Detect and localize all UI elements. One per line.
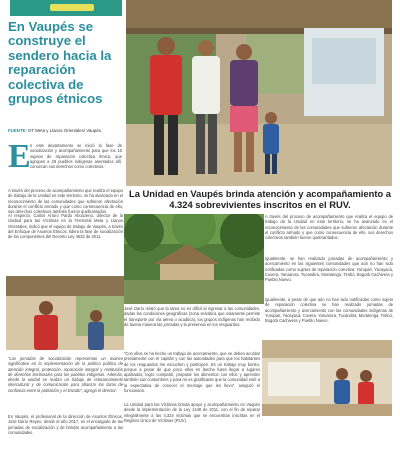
article-headline: En Vaupés se construye el sendero hacia la reparación colectiva de grupos étnicos [8, 19, 112, 107]
body-paragraph-1: A través del proceso de acompañamiento que realiza el equipo de trabajo de la Unidad en este territorio, se ha avanzado en el reconocimiento de las comunidades que sufrieron afectación durante el conflicto armado y que como consecuencia de ello, sus derechos colectivos también fueron quebrantados. [8, 188, 123, 215]
source-label: FUENTE: [8, 128, 28, 133]
group-photo [126, 0, 392, 186]
body-paragraph-2: Al respecto, Carlos Arturo Pardo Abouzeno, director de la Unidad para las Víctimas en la Territorial Meta y Llanos Orientales, indicó que el equipo de trabajo de Vaupés, a través del Enfoque de Asuntos Étnicos, lidera la fase de socialización de los componentes del Decreto Ley 4633 de 2011. [8, 213, 123, 240]
body-paragraph-5: Igualmente, a pesar de que aún no han sido notificadas como sujeto de reparación colectiva se han realizado jornadas de acompañamiento y acercamiento con las comunidades indígenas de Yurupari, Yacayacá, Cuvera, Yaruarura, Tucandira, Moratenga, Timbó, Bogotá Cachivera y Pueblo Nuevo. [265, 297, 393, 324]
body-paragraph-9: En Vaupés, el profesional de la dirección de Asuntos Étnicos, José Darío Reyes, desde el año 2017, es el encargado de las jornadas de socialización y de brindar acompañamiento a las comunidades. [8, 414, 123, 435]
body-paragraph-3: A través del proceso de acompañamiento que realiza el equipo de trabajo de la Unidad en este territorio, se ha avanzado en el reconocimiento de las comunidades que sufrieron afectación durante el conflicto armado y que como consecuencia de ello, sus derechos colectivos también fueron quebrantados. [265, 214, 393, 241]
body-paragraph-7: “Con ellos se ha hecho un trabajo de acercamiento, que se deben acordar previamente con el capitán y con las autoridades para que los habitantes de los resguardos me escuchen y participen. Es un trabajo muy bonito, porque a pesar de que poco ellos en lancha fuera llegar a lugares apartados, logro compartir, preparar los alimentos con ellos y aprender también sus costumbres y para mí es gratificante que la comunidad esté a la expectativa de conocer el mensaje que les llevo”, aseguró el funcionario. [124, 351, 260, 394]
photo-caption: La Unidad en Vaupés brinda atención y acompañamiento a 4.324 sobrevivientes inscritos en el RUV. [128, 188, 392, 210]
body-paragraph-8: La Unidad para las Víctimas brinda apoyo y acompañamiento en Vaupés desde la implementación de la Ley 1448 de 2011, con el fin de reparar integralmente a las 4.324 víctimas que se encuentran inscritas en el Registro Único de Víctimas (RUV). [124, 402, 260, 423]
source-text: DT Meta y Llanos Orientales/ Vaupés. [28, 128, 103, 133]
body-paragraph-6: José Darío relató que la tarea no es difícil al ingresar a las comunidades, dadas las condiciones geográficas (zona selvática que solamente permite el transporte por vía aérea o acuática), los grupos indígenas han recibido de buena manera las jornadas y la presencia en los resguardos. [124, 306, 260, 327]
intro-paragraph: n este departamento se inició la fase de socialización y acompañamiento para que los 10 sujetos de reparación colectiva étnica, que agrupan a 28 pueblos indígenas asentados allí, conozcan sus derechos como colectivos. [30, 143, 122, 170]
body-paragraph-4: Igualmente, se han realizado jornadas de acompañamiento y acercamiento en las siguientes comunidades que aún no han sido notificadas como sujetos de reparación colectiva: Yurupari, Yacayacá, Cuvera, Yaruarura, Tucandira, Moratenga, Timbó, Bogotá Cachivera y Pueblo Nuevo. [265, 256, 393, 283]
community-meeting-photo [6, 276, 124, 350]
director-quote: “Las jornadas de socialización representan un avance significativo en la implementación de la política pública de atención integral, protección, reparación integral y restitución de derechos territoriales para los pueblos indígenas. Además, desde la unidad se realiza un trabajo de relacionamiento intercultural y de comunicación para afianzar los lazos de confianza entre la población y el Estado”, agregó el director. [8, 356, 123, 393]
indoor-meeting-photo [262, 340, 392, 416]
source-line [8, 128, 126, 133]
header-strip-accent [50, 4, 94, 11]
community-forest-photo [124, 214, 264, 304]
drop-cap: E [8, 138, 31, 175]
